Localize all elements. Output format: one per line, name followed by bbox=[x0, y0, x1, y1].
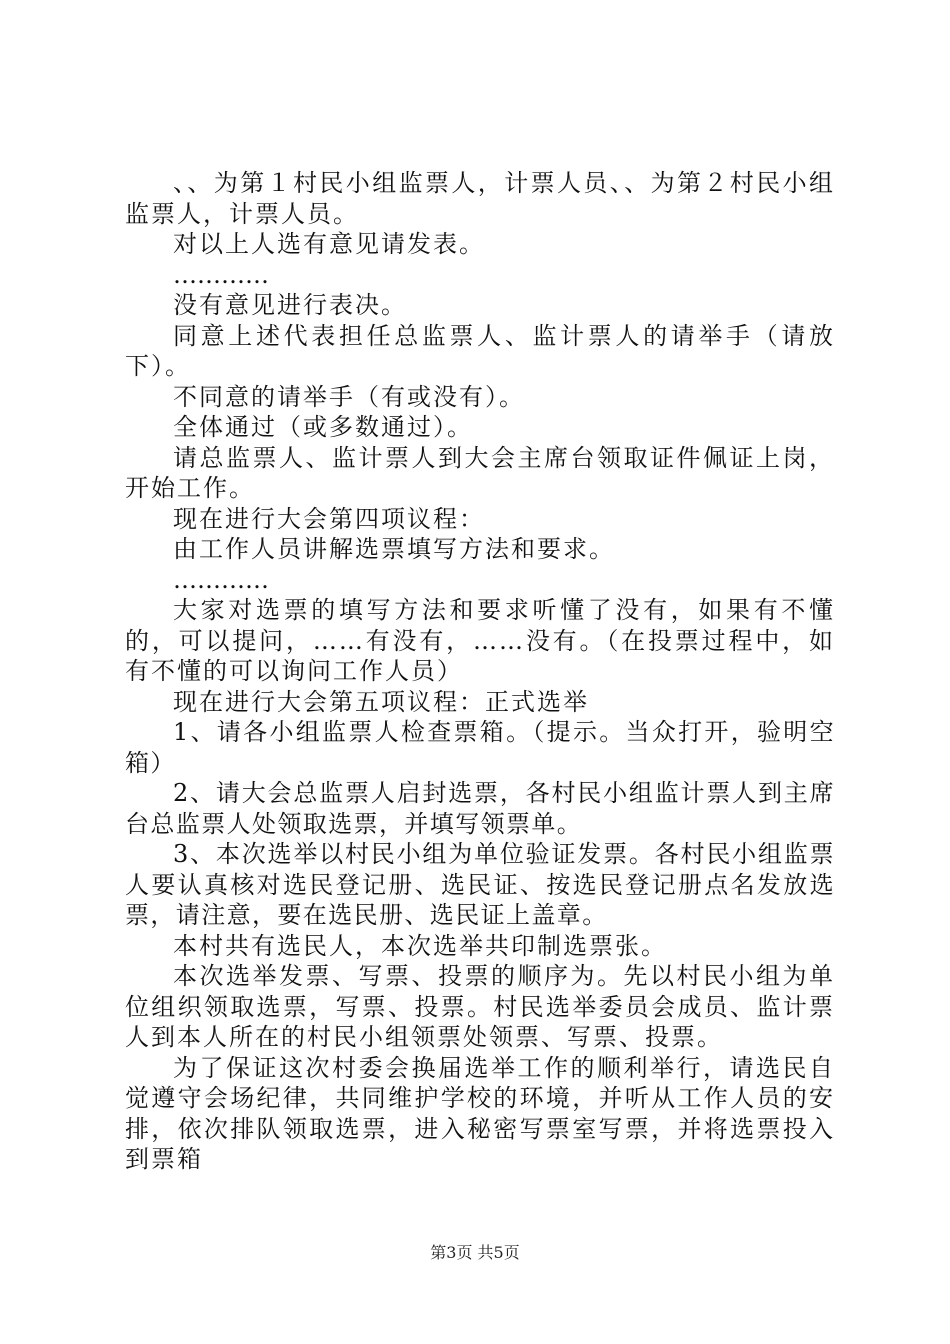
paragraph-7: 请总监票人、监计票人到大会主席台领取证件佩证上岗，开始工作。 bbox=[125, 443, 835, 502]
paragraph-11: 现在进行大会第五项议程：正式选举 bbox=[173, 687, 589, 716]
ellipsis-line-2: ………… bbox=[173, 565, 269, 594]
paragraph-12: 1、请各小组监票人检查票箱。（提示。当众打开，验明空箱） bbox=[125, 718, 835, 777]
document-body bbox=[125, 168, 835, 1175]
paragraph-10: 大家对选票的填写方法和要求听懂了没有，如果有不懂的，可以提问，……有没有，……没有。（在投票过程中，如有不懂的可以询问工作人员） bbox=[125, 596, 835, 685]
paragraph-4: 同意上述代表担任总监票人、监计票人的请举手（请放下）。 bbox=[125, 321, 835, 380]
paragraph-3: 没有意见进行表决。 bbox=[173, 291, 407, 319]
ellipsis-line-1: ………… bbox=[173, 260, 269, 289]
paragraph-2: 对以上人选有意见请发表。 bbox=[173, 230, 485, 258]
paragraph-13: 2、请大会总监票人启封选票，各村民小组监计票人到主席台总监票人处领取选票，并填写领票单。 bbox=[125, 779, 835, 838]
paragraph-1: 、、为第１村民小组监票人，计票人员、、为第２村民小组监票人，计票人员。 bbox=[125, 169, 835, 228]
paragraph-17: 为了保证这次村委会换届选举工作的顺利举行，请选民自觉遵守会场纪律，共同维护学校的环境，并听从工作人员的安排，依次排队领取选票，进入秘密写票室写票，并将选票投入到票箱 bbox=[125, 1053, 835, 1173]
page-number-footer: 第3页 共5页 bbox=[430, 1243, 520, 1262]
paragraph-6: 全体通过（或多数通过）。 bbox=[173, 413, 473, 441]
paragraph-16: 本次选举发票、写票、投票的顺序为。先以村民小组为单位组织领取选票，写票、投票。村民选举委员会成员、监计票人到本人所在的村民小组领票处领票、写票、投票。 bbox=[125, 962, 835, 1051]
paragraph-5: 不同意的请举手（有或没有）。 bbox=[173, 382, 525, 411]
paragraph-15: 本村共有选民人，本次选举共印制选票张。 bbox=[173, 931, 667, 960]
paragraph-8: 现在进行大会第四项议程： bbox=[173, 504, 485, 533]
paragraph-14: 3、本次选举以村民小组为单位验证发票。各村民小组监票人要认真核对选民登记册、选民证、按选民登记册点名发放选票，请注意，要在选民册、选民证上盖章。 bbox=[125, 840, 835, 929]
paragraph-9: 由工作人员讲解选票填写方法和要求。 bbox=[173, 535, 615, 563]
